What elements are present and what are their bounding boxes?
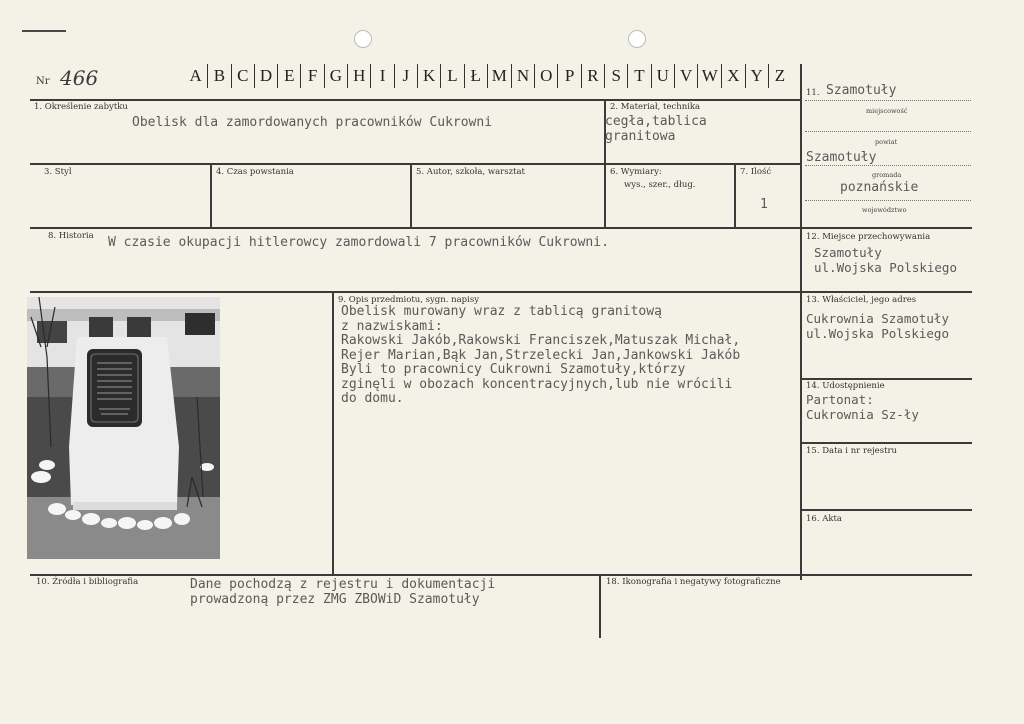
field-8-value: W czasie okupacji hitlerowcy zamordowali 7 pracowników Cukrowni. bbox=[108, 235, 609, 250]
field-14-value-line1: Partonat: bbox=[806, 392, 874, 407]
field-12-label: 12. Miejsce przechowywania bbox=[806, 232, 931, 242]
index-letter: J bbox=[394, 64, 417, 88]
field-11-powiat-label: powiat bbox=[875, 138, 898, 146]
field-11-label: 11. bbox=[806, 88, 820, 98]
corner-mark bbox=[22, 30, 66, 32]
nr-value: 466 bbox=[60, 66, 99, 90]
field-9-line: do domu. bbox=[341, 391, 404, 406]
field-16-label: 16. Akta bbox=[806, 514, 842, 524]
index-letter: B bbox=[207, 64, 230, 88]
index-letter: U bbox=[651, 64, 674, 88]
field-11-miejscowosc-label: miejscowość bbox=[866, 107, 908, 115]
index-letter: R bbox=[581, 64, 604, 88]
index-letter: H bbox=[347, 64, 370, 88]
field-13-label: 13. Właściciel, jego adres bbox=[806, 295, 917, 305]
index-letter: V bbox=[674, 64, 697, 88]
index-letter: N bbox=[511, 64, 534, 88]
index-letter: C bbox=[231, 64, 254, 88]
field-2-value-line2: granitowa bbox=[605, 129, 676, 144]
field-9-line: Obelisk murowany wraz z tablicą granitową bbox=[341, 304, 662, 319]
field-13-value-line1: Cukrownia Szamotuły bbox=[806, 311, 949, 326]
field-1-label: 1. Określenie zabytku bbox=[34, 102, 128, 112]
index-letter: E bbox=[277, 64, 300, 88]
field-2-label: 2. Materiał, technika bbox=[610, 102, 701, 112]
index-letter: W bbox=[697, 64, 721, 88]
field-6-label: 6. Wymiary: bbox=[610, 167, 662, 177]
index-letter: Y bbox=[745, 64, 768, 88]
monument-photo bbox=[27, 297, 220, 559]
index-letter: L bbox=[440, 64, 463, 88]
index-letter: A bbox=[189, 66, 202, 85]
field-9-line: Rejer Marian,Bąk Jan,Strzelecki Jan,Jankowski Jakób bbox=[341, 347, 741, 363]
index-letter: I bbox=[370, 64, 393, 88]
field-1-value: Obelisk dla zamordowanych pracowników Cukrowni bbox=[132, 115, 493, 130]
field-8-label: 8. Historia bbox=[48, 231, 94, 241]
field-7-label: 7. Ilość bbox=[740, 167, 772, 177]
field-13-value-line2: ul.Wojska Polskiego bbox=[806, 326, 949, 341]
field-5-label: 5. Autor, szkoła, warsztat bbox=[416, 167, 525, 177]
index-letter: X bbox=[721, 64, 744, 88]
field-11-gromada: Szamotuły bbox=[806, 150, 877, 165]
field-10-label: 10. Źródła i bibliografia bbox=[36, 577, 139, 587]
field-10-value-line2: prowadzoną przez ZMG ZBOWiD Szamotuły bbox=[190, 592, 480, 607]
index-letter: T bbox=[627, 64, 650, 88]
index-letter: P bbox=[557, 64, 580, 88]
field-9-line: Rakowski Jakób,Rakowski Franciszek,Matuszak Michał, bbox=[341, 333, 741, 348]
index-letter: F bbox=[300, 64, 323, 88]
index-letter: S bbox=[604, 64, 627, 88]
field-14-value-line2: Cukrownia Sz-ły bbox=[806, 407, 919, 422]
field-4-label: 4. Czas powstania bbox=[216, 167, 294, 177]
field-12-value-line2: ul.Wojska Polskiego bbox=[814, 260, 957, 275]
index-letter: Z bbox=[768, 64, 791, 88]
field-9-line: zginęli w obozach koncentracyjnych,lub nie wrócili bbox=[341, 376, 733, 392]
index-letter: K bbox=[417, 64, 440, 88]
punch-hole-right bbox=[628, 30, 646, 48]
nr-label: Nr bbox=[36, 76, 50, 87]
index-letter: Ł bbox=[464, 64, 487, 88]
index-letter: D bbox=[254, 64, 277, 88]
field-9-label: 9. Opis przedmiotu, sygn. napisy bbox=[338, 295, 479, 305]
field-6-sublabel: wys., szer., dług. bbox=[624, 180, 696, 190]
index-letter: O bbox=[534, 64, 557, 88]
field-11-gromada-label: gromada bbox=[872, 171, 902, 179]
field-9-line: z nazwiskami: bbox=[341, 318, 443, 334]
field-18-label: 18. Ikonografia i negatywy fotograficzne bbox=[606, 577, 781, 587]
alphabet-index bbox=[184, 64, 791, 88]
field-3-label: 3. Styl bbox=[44, 167, 72, 177]
field-10-value-line1: Dane pochodzą z rejestru i dokumentacji bbox=[190, 577, 496, 592]
field-7-value: 1 bbox=[760, 197, 768, 212]
field-14-label: 14. Udostępnienie bbox=[806, 381, 885, 391]
index-letter: M bbox=[487, 64, 511, 88]
field-12-value-line1: Szamotuły bbox=[814, 245, 882, 260]
field-9-line: Byli to pracownicy Cukrowni Szamotuły,którzy bbox=[341, 362, 686, 377]
field-11-miejscowosc: Szamotuły bbox=[826, 83, 897, 98]
field-11-wojewodztwo-label: województwo bbox=[862, 206, 907, 214]
index-letter: G bbox=[324, 64, 347, 88]
punch-hole-left bbox=[354, 30, 372, 48]
field-2-value-line1: cegła,tablica bbox=[605, 114, 707, 129]
field-15-label: 15. Data i nr rejestru bbox=[806, 446, 898, 456]
field-11-wojewodztwo: poznańskie bbox=[840, 180, 919, 195]
